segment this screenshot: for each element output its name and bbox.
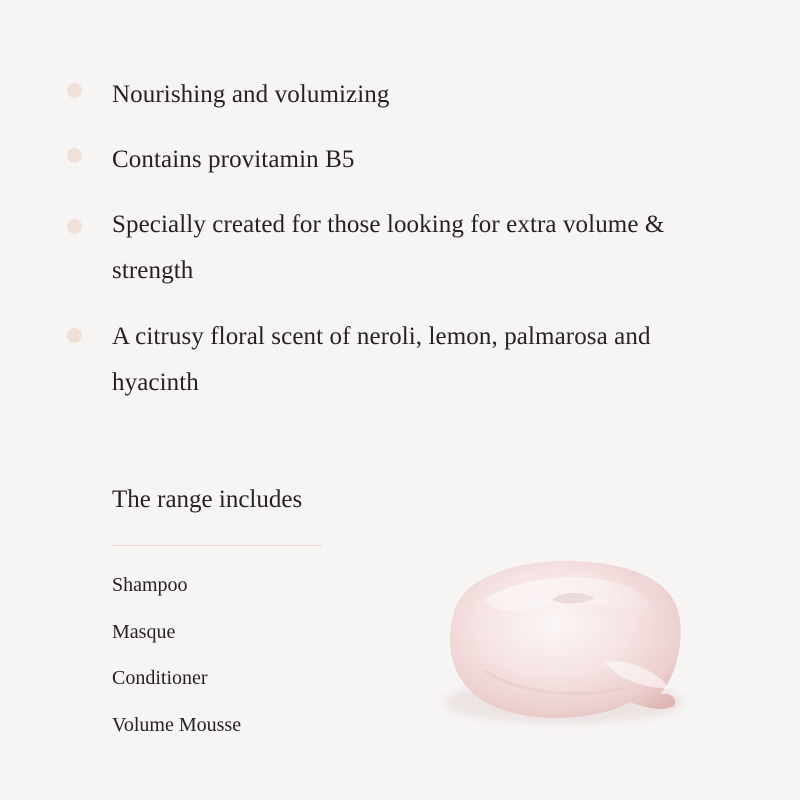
- bullet-dot: [67, 328, 82, 343]
- range-item: Volume Mousse: [112, 714, 242, 736]
- feature-text: Contains provitamin B5: [112, 146, 355, 173]
- range-heading: The range includes: [112, 486, 303, 513]
- range-item: Shampoo: [112, 574, 188, 596]
- range-item: Conditioner: [112, 667, 208, 689]
- bullet-dot: [67, 219, 82, 234]
- feature-text: Nourishing and volumizing: [112, 81, 390, 108]
- feature-text: Specially created for those looking for extra volume & strength: [112, 211, 665, 284]
- divider: [112, 545, 322, 546]
- bullet-dot: [67, 148, 82, 163]
- feature-text: A citrusy floral scent of neroli, lemon, palmarosa and hyacinth: [112, 323, 651, 396]
- bullet-dot: [67, 83, 82, 98]
- cream-swatch-image: [424, 542, 700, 742]
- range-item: Masque: [112, 621, 176, 643]
